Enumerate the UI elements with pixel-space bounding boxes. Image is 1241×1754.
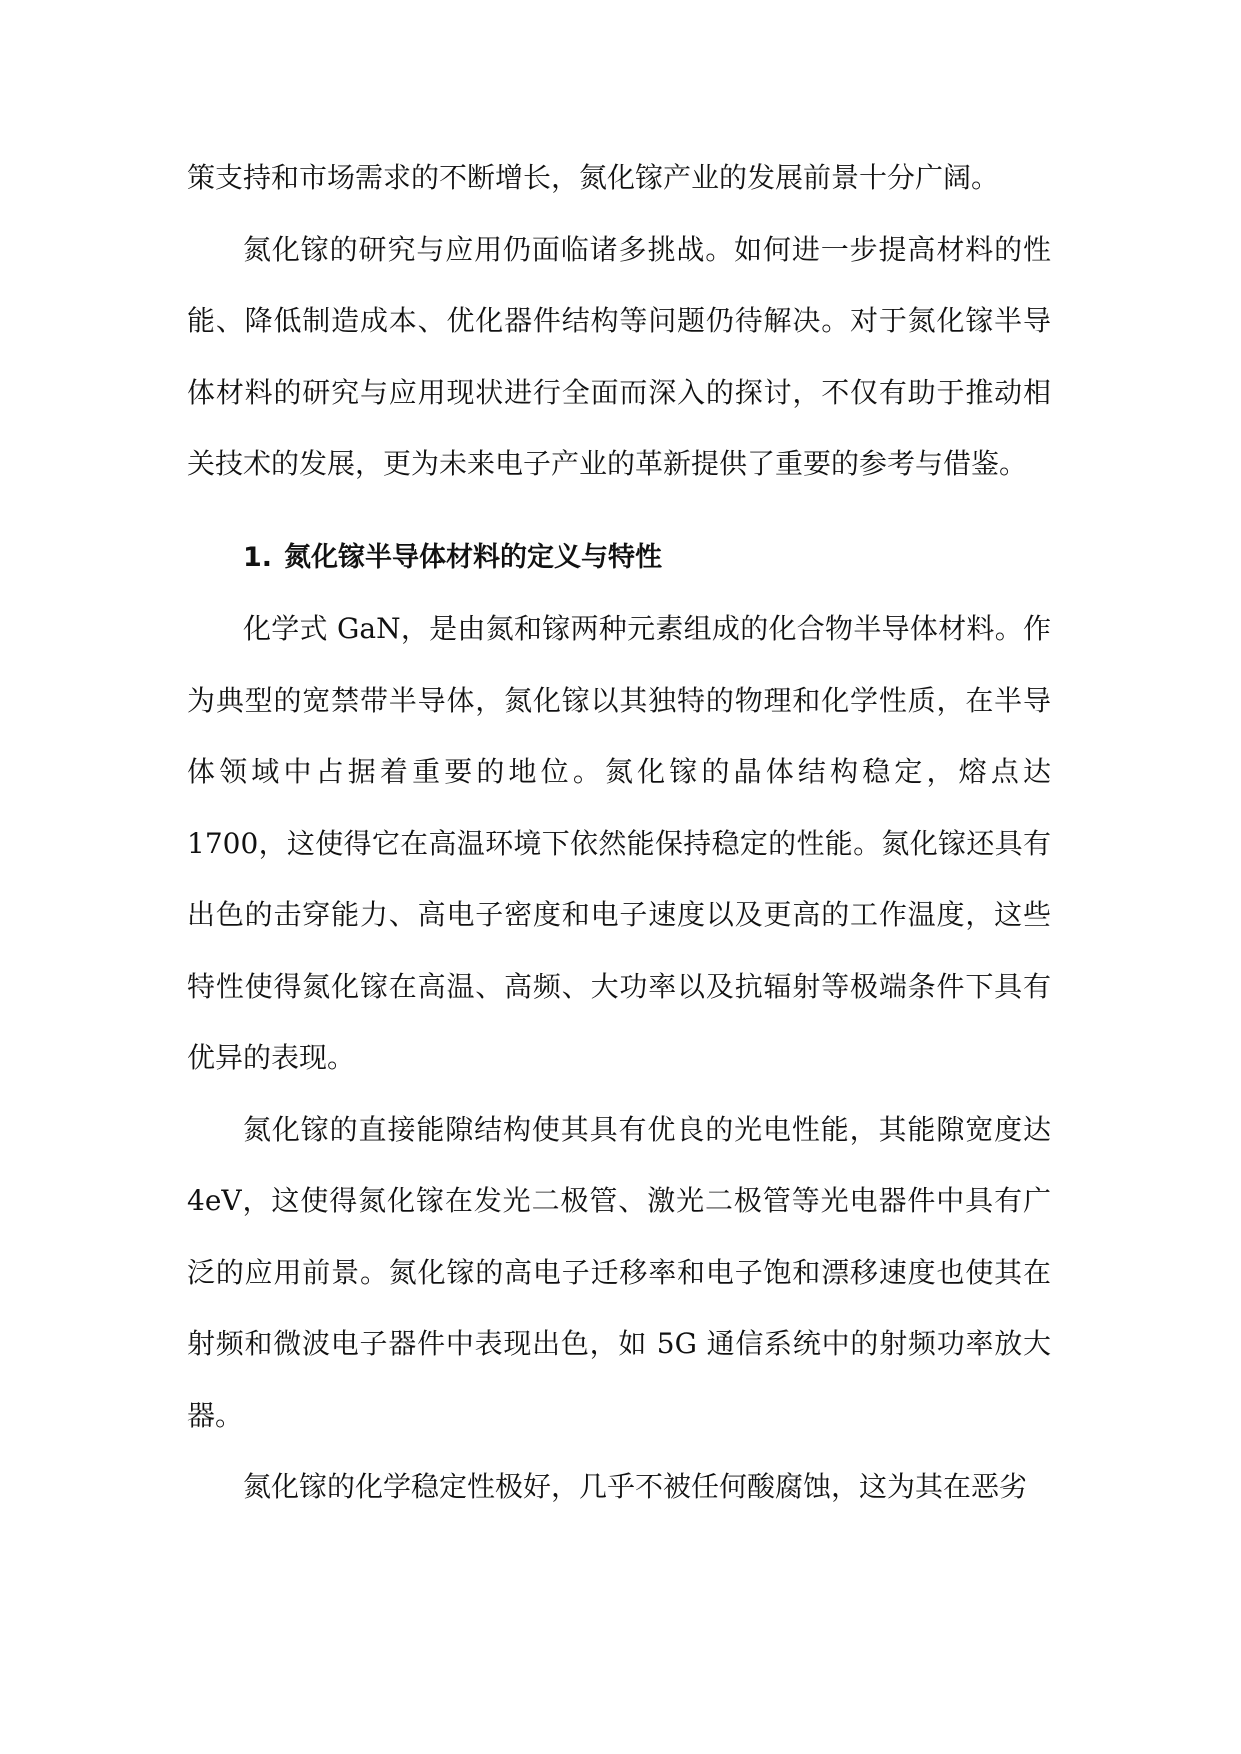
paragraph-continued: 策支持和市场需求的不断增长，氮化镓产业的发展前景十分广阔。 [187, 161, 1000, 194]
paragraph-bandgap: 氮化镓的直接能隙结构使其具有优良的光电性能，其能隙宽度达 4eV，这使得氮化镓在发光二极管、激光二极管等光电器件中具有广泛的应用前景。氮化镓的高电子迁移率和电子饱和漂移速度也使其在射频和微波电子器件中表现出色，如 5G 通信系统中的射频功率放大器。 [187, 1112, 1051, 1432]
paragraph-definition: 化学式 GaN，是由氮和镓两种元素组成的化合物半导体材料。作为典型的宽禁带半导体，氮化镓以其独特的物理和化学性质，在半导体领域中占据着重要的地位。氮化镓的晶体结构稳定，熔点达 1700，这使得它在高温环境下依然能保持稳定的性能。氮化镓还具有出色的击穿能力、高电子密度和电子速度以及更高的工作温度，这些特性使得氮化镓在高温、高频、大功率以及抗辐射等极端条件下具有优异的表现。 [187, 612, 1051, 1074]
section-title: 氮化镓半导体材料的定义与特性 [284, 541, 663, 573]
document-body [187, 142, 1051, 1523]
section-number: 1. [243, 541, 273, 573]
paragraph-chemical-stability: 氮化镓的化学稳定性极好，几乎不被任何酸腐蚀，这为其在恶劣 [243, 1470, 1028, 1503]
section-heading [187, 522, 1051, 594]
paragraph-challenges: 氮化镓的研究与应用仍面临诸多挑战。如何进一步提高材料的性能、降低制造成本、优化器件结构等问题仍待解决。对于氮化镓半导体材料的研究与应用现状进行全面而深入的探讨，不仅有助于推动相关技术的发展，更为未来电子产业的革新提供了重要的参考与借鉴。 [187, 232, 1051, 480]
